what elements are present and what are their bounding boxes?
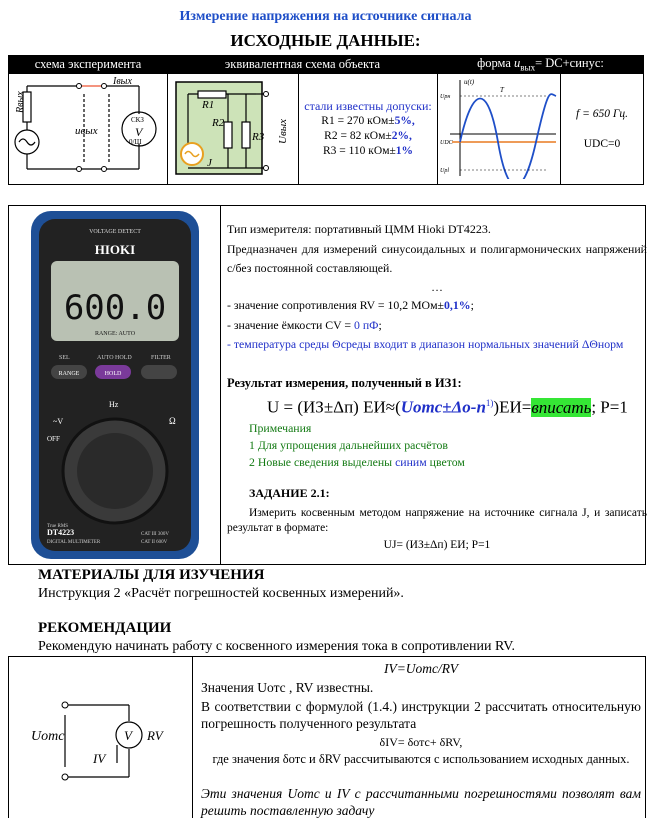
tolerances-cell	[299, 74, 438, 185]
graph-ymin-label: Uрl	[440, 168, 449, 174]
graph-ymax-label: Uрн	[440, 94, 451, 100]
result-formula: U = (ИЗ±Δп) $ЕИ\approx(Uотс\pm\Delta о-п^{1)})ЕИ=вписать$; P=1	[267, 397, 628, 417]
insert-value-field[interactable]: вписать	[531, 397, 592, 417]
delta-formula: δIV= δотс+ δRV,	[379, 735, 463, 749]
task-title: ЗАДАНИЕ 2.1:	[249, 486, 330, 500]
r1-label: R1	[202, 99, 215, 111]
meter-cat2: CAT II 600V	[141, 540, 168, 545]
graph-t-label: T	[500, 86, 504, 94]
current-schematic	[29, 687, 179, 812]
section-title-initial-data: ИСХОДНЫЕ ДАННЫЕ:	[230, 31, 421, 50]
equivalent-schematic-cell	[168, 74, 299, 185]
header-equivalent-scheme: эквивалентная схема объекта	[168, 56, 438, 74]
meter-v-label: V	[135, 125, 143, 139]
waveform-cell	[438, 74, 561, 185]
recommendations-text: Рекомендую начинать работу с косвенного измерения тока в сопротивлении RV.	[38, 639, 516, 654]
range-button-label: RANGE	[58, 371, 80, 377]
meter-capacity: - значение ёмкости CV = 0 пФ;	[227, 318, 382, 332]
delta-explanation: где значения δотс и δRV рассчитываются с использованием исходных данных.	[212, 752, 630, 766]
meter-section	[8, 205, 646, 565]
r2-value: R2 = 82 кОм±	[324, 130, 392, 142]
meter-purpose: Предназначен для измерений синусоидальных и полигармонических напряжений с/без постоянной составляющей.	[227, 242, 647, 275]
instruction-text: В соответствии с формулой (1.4.) инструкции 2 рассчитать относительную погрешность полученного результата	[201, 699, 641, 731]
note-2: 2 Новые сведения выделены синим цветом	[249, 455, 465, 469]
meter-off-label: OFF	[47, 435, 60, 443]
udc-value: UDC=0	[583, 138, 621, 150]
meter-temperature: - температура среды Θсреды входит в диапазон нормальных значений ΔΘнорм	[227, 337, 624, 351]
graph-udc-label: UDC	[440, 140, 453, 146]
meter-brand: HIOKI	[94, 242, 136, 257]
current-formula: IV=Uотс/RV	[383, 661, 459, 676]
recommendation-box	[8, 656, 646, 818]
recommendations-title: РЕКОМЕНДАЦИИ	[38, 620, 172, 636]
header-waveform: форма $u_{вых}=$ DC+синус:	[438, 56, 644, 74]
frequency-cell	[561, 74, 644, 185]
note-1: 1 Для упрощения дальнейших расчётов	[249, 438, 448, 452]
hold-button-label: HOLD	[104, 371, 122, 377]
meter-autohold-label: AUTO HOLD	[97, 355, 132, 361]
page-title: Измерение напряжения на источнике сигнала	[179, 9, 472, 24]
known-values: Значения Uотс , RV известны.	[201, 680, 374, 695]
schem-v-label: V	[124, 728, 132, 743]
uout-label: Uвых	[277, 118, 289, 144]
schematic-i-label: Iвых	[113, 76, 132, 87]
equivalent-schematic	[168, 74, 298, 179]
schematic-u-label: uвых	[75, 125, 98, 137]
experiment-schematic	[9, 74, 167, 179]
meter-type-line: Тип измерителя: портативный ЦММ Hioki DT4223.	[227, 222, 491, 236]
graph-ut-label: u(t)	[464, 78, 475, 86]
meter-subtitle: DIGITAL MULTIMETER	[47, 540, 101, 545]
schematic-r-label: Rвых	[15, 91, 26, 113]
header-experiment-scheme: схема эксперимента	[9, 56, 168, 74]
materials-text: Инструкция 2 «Расчёт погрешностей косвенных измерений».	[38, 586, 404, 601]
r3-label: R3	[252, 131, 265, 143]
experiment-schematic-cell	[9, 74, 168, 185]
task-text: Измерить косвенным методом напряжение на источнике сигнала J, и записать результат в формате:	[227, 507, 647, 534]
conclusion-text: Эти значения Uотс и IV с рассчитанными погрешностями позволят вам решить поставленную задачу	[201, 786, 641, 818]
schem-r-label: RV	[147, 728, 163, 743]
r3-value: R3 = 110 кОм±	[322, 145, 396, 157]
meter-setting-label: 0/Ш	[129, 138, 142, 146]
tolerances-title: стали известны допуски:	[304, 99, 432, 113]
meter-mode-label: СКЗ	[131, 116, 144, 124]
meter-sel-label: SEL	[59, 355, 70, 361]
result-title: Результат измерения, полученный в ИЗ1:	[227, 376, 462, 390]
meter-trms-label: True RMS	[47, 524, 69, 529]
r1-tolerance: 5%,	[394, 115, 415, 127]
notes-title: Примечания	[249, 421, 312, 435]
meter-resistance: - значение сопротивления RV = 10,2 МОм±0,1%;	[227, 298, 474, 312]
j-label: J	[207, 157, 212, 169]
r2-label: R2	[212, 117, 225, 129]
meter-model: DT4223	[47, 528, 75, 537]
meter-top-label: VOLTAGE DETECT	[89, 229, 141, 235]
r1-value: R1 = 270 кОм±	[321, 115, 395, 127]
meter-hz-label: Hz	[109, 400, 119, 409]
filter-button[interactable]	[141, 365, 177, 379]
meter-ohm-label: Ω	[169, 416, 176, 426]
meter-cat1: CAT III 300V	[141, 532, 169, 537]
meter-v-ac-label: ~V	[53, 417, 64, 426]
frequency-value: f = 650 Гц.	[576, 108, 628, 120]
r2-tolerance: 2%,	[391, 130, 412, 142]
schem-i-label: IV	[93, 751, 106, 766]
meter-range: RANGE: AUTO	[94, 331, 136, 337]
schem-u-label: Uотс	[31, 729, 65, 744]
meter-filter-label: FILTER	[151, 355, 171, 361]
meter-display: 600.0	[63, 288, 167, 328]
multimeter-image	[29, 209, 201, 561]
materials-title: МАТЕРИАЛЫ ДЛЯ ИЗУЧЕНИЯ	[38, 567, 265, 583]
r3-tolerance: 1%	[395, 145, 414, 157]
ellipsis: …	[431, 280, 443, 294]
task-format: UJ= (ИЗ±Δп) ЕИ; P=1	[383, 539, 491, 551]
waveform-graph	[438, 74, 560, 179]
initial-data-table	[8, 55, 644, 185]
